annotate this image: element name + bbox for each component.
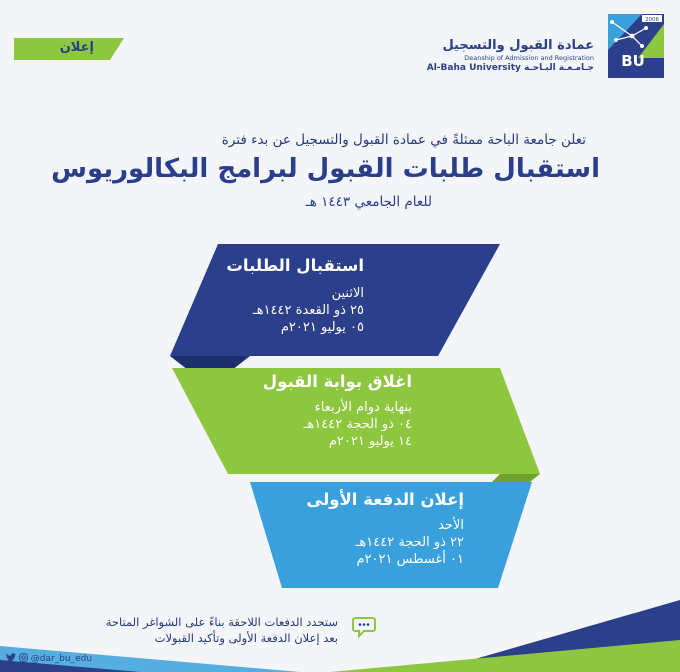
instagram-icon	[19, 653, 28, 665]
footer-line-2: بعد إعلان الدفعة الأولى وتأكيد القبولات	[154, 631, 338, 645]
footer-line-1: ستحدد الدفعات اللاحقة بناءً على الشواغر المتاحة	[105, 615, 338, 629]
block-2-line-2: ٠٤ ذو الحجة ١٤٤٢هـ	[303, 417, 412, 432]
block-2	[263, 372, 412, 450]
intro-text: تعلن جامعة الباحة ممثلةً في عمادة القبول والتسجيل عن بدء فترة	[221, 132, 586, 148]
academic-year: للعام الجامعي ١٤٤٣ هـ	[305, 194, 432, 210]
logo-title-ar: عمادة القبول والتسجيل	[442, 38, 594, 53]
block-3-line-1: الأحد	[438, 518, 464, 533]
announcement-label: إعلان	[59, 40, 94, 55]
block-1-line-2: ٢٥ ذو القعدة ١٤٤٢هـ	[252, 303, 364, 318]
block-2-line-3: ١٤ يوليو ٢٠٢١م	[328, 434, 412, 449]
block-3	[306, 490, 464, 568]
page-headline: استقبال طلبات القبول لبرامج البكالوريوس	[51, 154, 600, 184]
block-2-title: اغلاق بوابة القبول	[262, 372, 412, 391]
social-handles	[6, 653, 92, 665]
social-handle[interactable]: @dar_bu_edu	[30, 654, 93, 664]
twitter-icon	[6, 653, 16, 665]
block-1-shadow	[170, 356, 250, 370]
footer-note	[106, 614, 338, 646]
logo-initials: BU	[621, 52, 645, 70]
block-1-line-3: ٠٥ يوليو ٢٠٢١م	[280, 320, 364, 335]
block-1-title: استقبال الطلبات	[226, 256, 364, 275]
block-3-title: إعلان الدفعة الأولى	[306, 490, 464, 509]
block-3-line-3: ٠١ أغسطس ٢٠٢١م	[356, 552, 464, 567]
logo-university-line: Al-Baha University جـامـعـة البـاحـة	[426, 63, 594, 73]
block-3-line-2: ٢٢ ذو الحجة ١٤٤٢هـ	[355, 535, 464, 550]
logo-title-en: Deanship of Admission and Registration	[464, 54, 594, 62]
block-1-line-1: الاثنين	[331, 286, 364, 301]
block-2-line-1: بنهاية دوام الأربعاء	[314, 400, 412, 415]
block-1	[226, 256, 364, 336]
logo-year: 2006	[645, 17, 659, 23]
chat-bubble-icon	[352, 614, 376, 638]
